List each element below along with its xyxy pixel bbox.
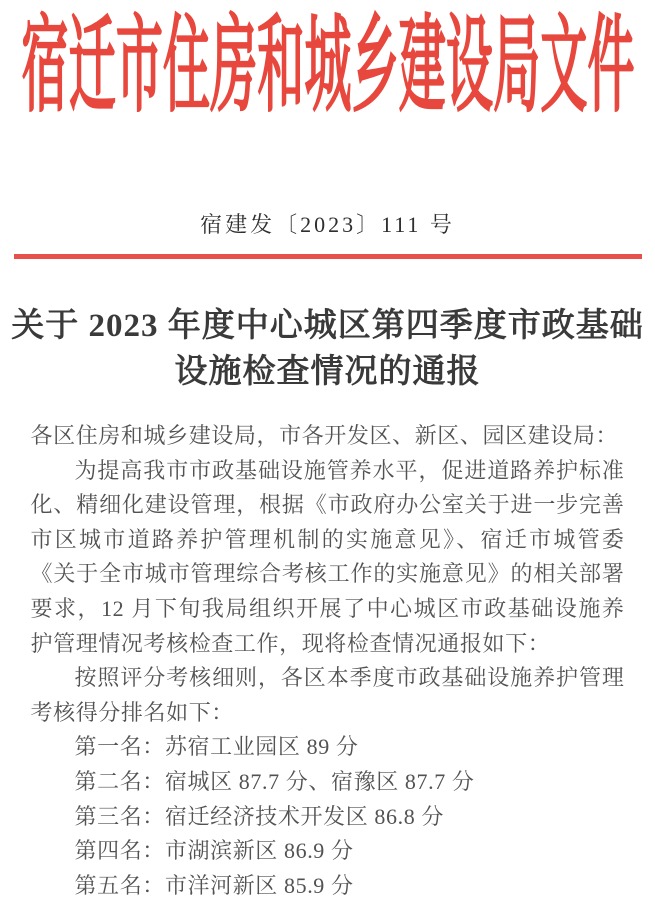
ranking-line-4: 第四名：市湖滨新区 86.9 分 <box>74 838 354 864</box>
document-title-line-2: 设施检查情况的通报 <box>174 354 481 390</box>
agency-masthead-title: 宿迁市住房和城乡建设局文件 <box>20 8 635 126</box>
ranking-line-1: 第一名：苏宿工业园区 89 分 <box>74 734 359 760</box>
ranking-line-2: 第二名：宿城区 87.7 分、宿豫区 87.7 分 <box>74 768 475 794</box>
ranking-line-5: 第五名：市洋河新区 85.9 分 <box>74 872 354 898</box>
paragraph-scoring-intro: 按照评分考核细则，各区本季度市政基础设施养护管理考核得分排名如下： <box>30 665 625 725</box>
paragraph-inspection-background: 为提高我市市政基础设施管养水平，促进道路养护标准化、精细化建设管理，根据《市政府办公室关于进一步完善市区城市道路养护管理机制的实施意见》、宿迁市城管委《关于全市城市管理综合考核工作的实施意见》的相关部署要求，12 月下旬我局组织开展了中心城区市政基础设施养护管理情况考核检查工作，现将检查情况通报如下： <box>30 457 625 656</box>
document-body <box>31 419 625 903</box>
ranking-line-3: 第三名：宿迁经济技术开发区 86.8 分 <box>74 803 445 829</box>
document-title <box>0 303 655 395</box>
document-title-line-1: 关于 2023 年度中心城区第四季度市政基础 <box>11 308 644 344</box>
red-divider-line <box>14 254 642 259</box>
addressee-line: 各区住房和城乡建设局，市各开发区、新区、园区建设局： <box>30 423 619 448</box>
document-number: 宿建发〔2023〕111 号 <box>200 212 455 237</box>
document-masthead <box>0 6 655 128</box>
